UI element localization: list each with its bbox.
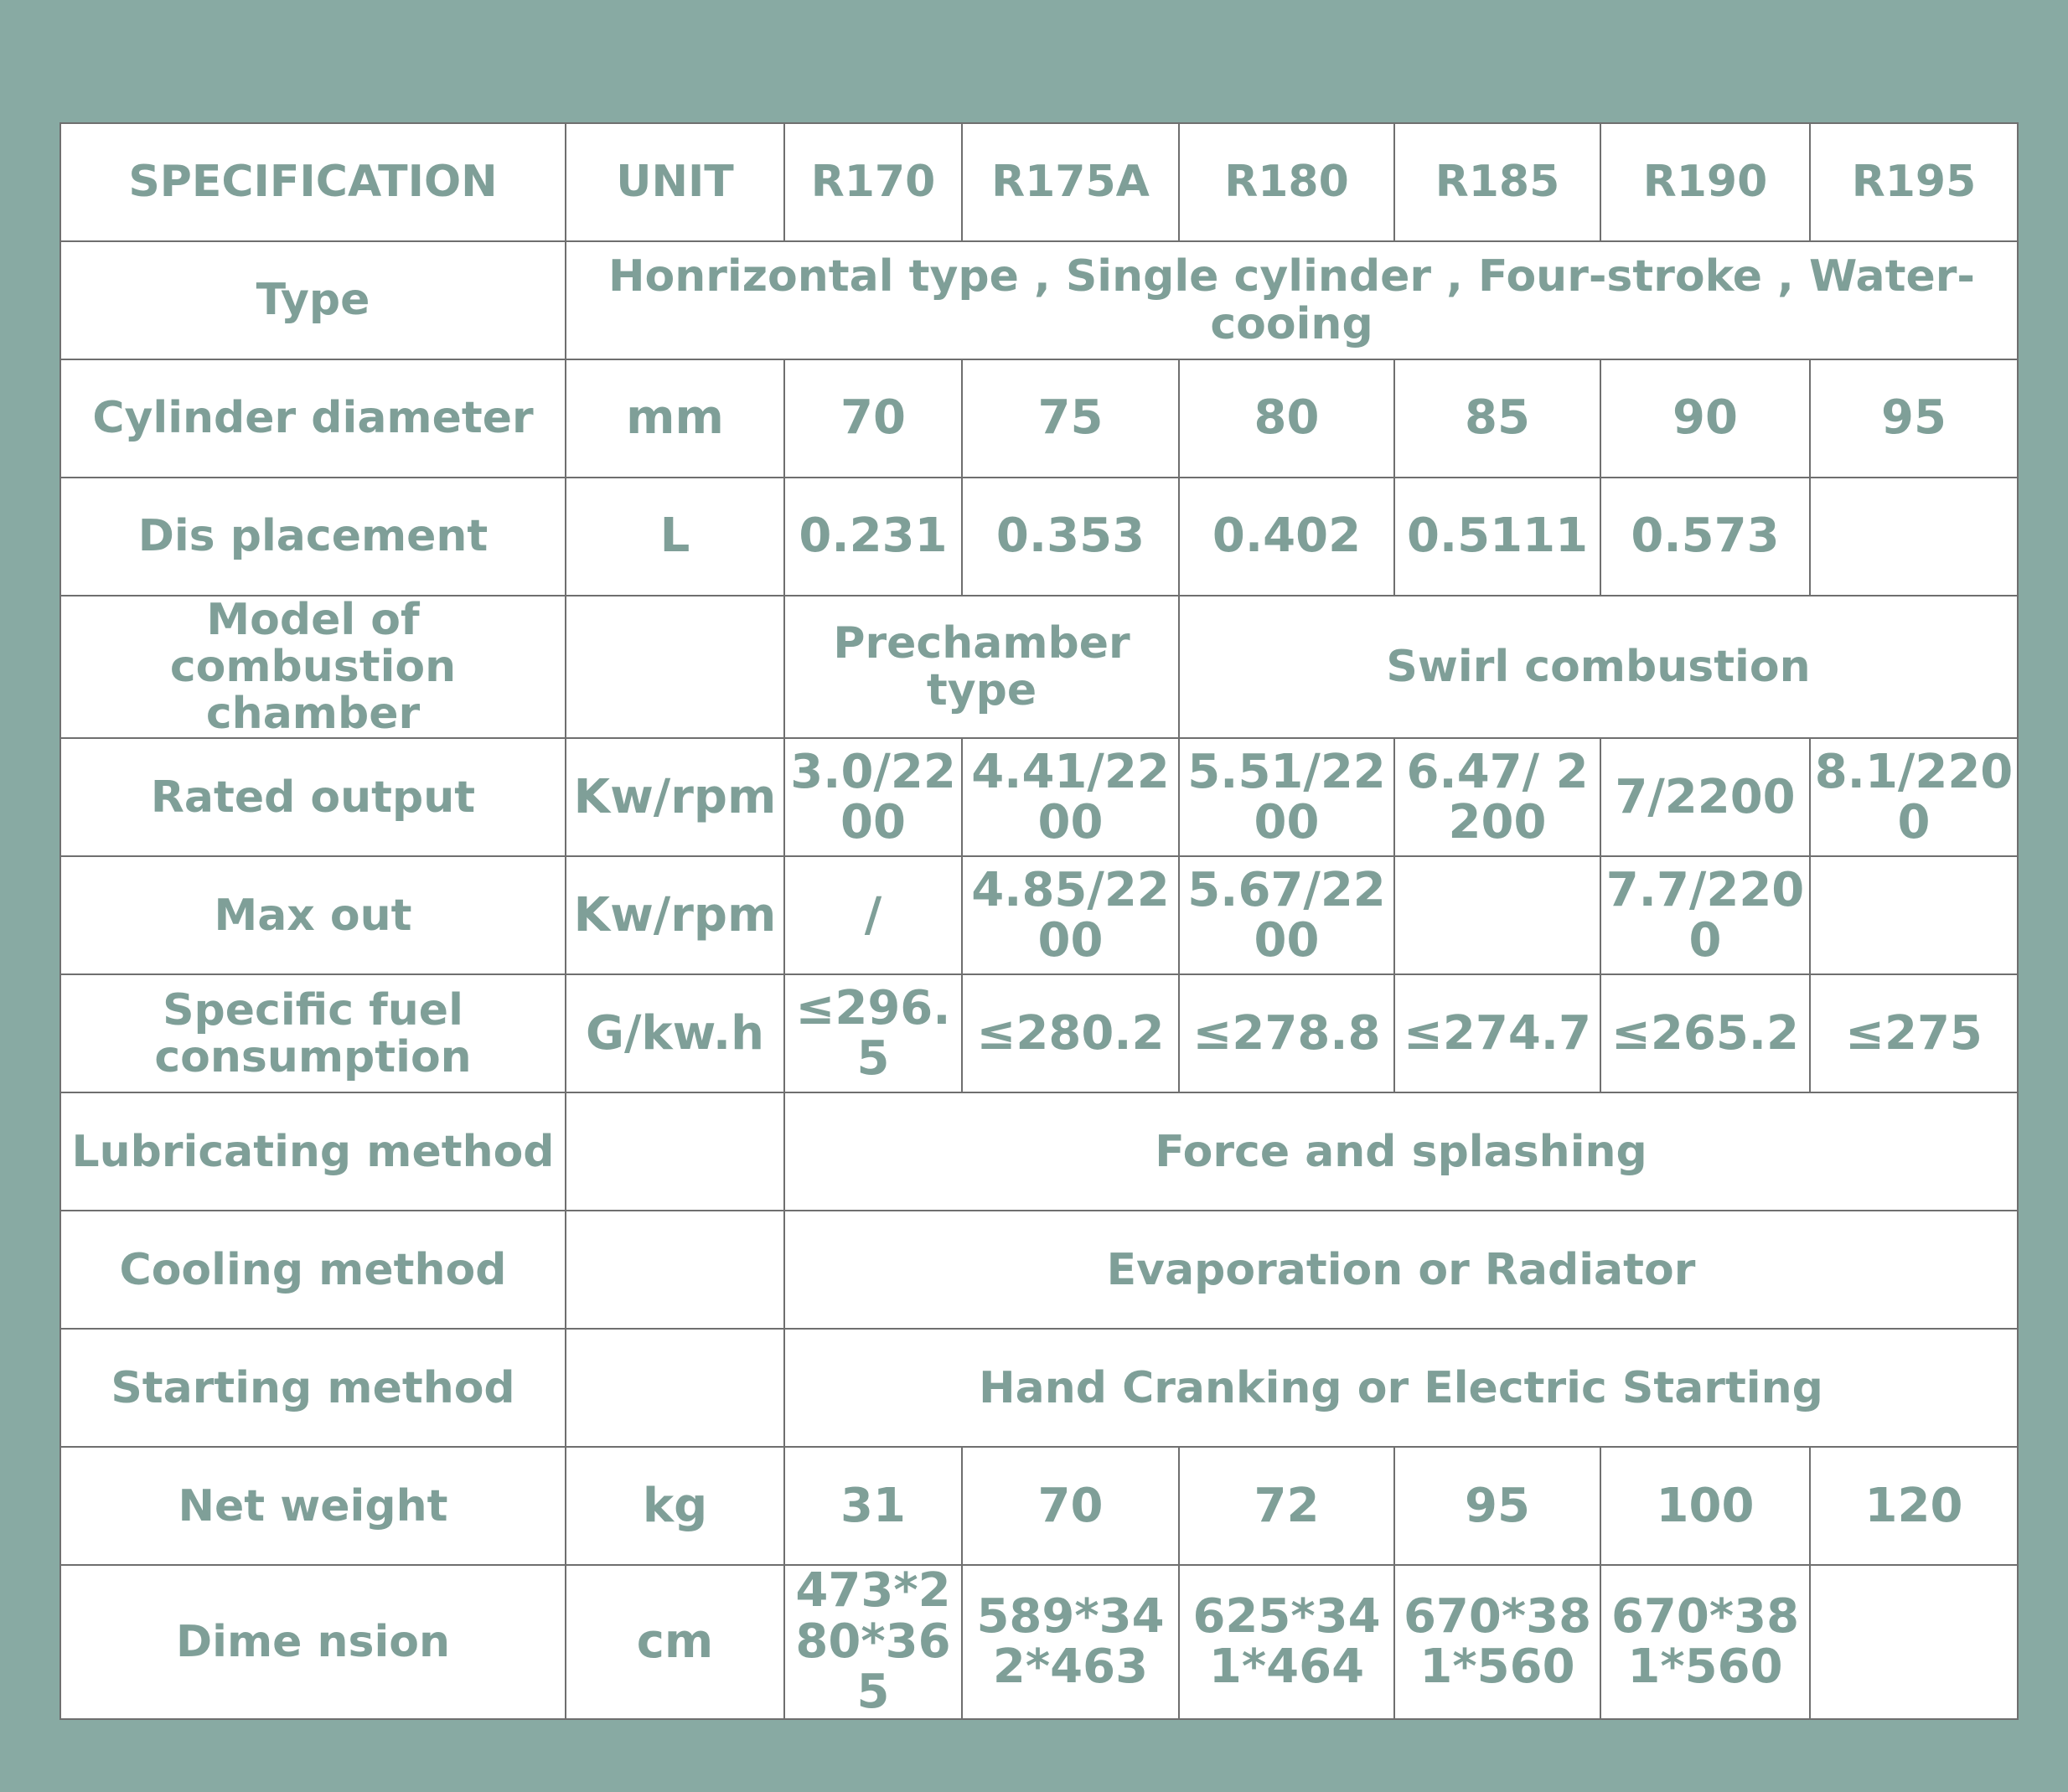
combustion-chamber-unit xyxy=(566,596,784,738)
dimension-r185: 670*381*560 xyxy=(1394,1565,1600,1718)
max-out-unit: Kw/rpm xyxy=(566,856,784,974)
specific-fuel-r195: ≤275 xyxy=(1810,974,2018,1092)
dimension-label: Dime nsion xyxy=(60,1565,566,1718)
specific-fuel-r190: ≤265.2 xyxy=(1600,974,1810,1092)
header-model-r185: R185 xyxy=(1394,123,1600,241)
starting-value: Hand Cranking or Electric Starting xyxy=(784,1329,2018,1447)
cooling-label: Cooling method xyxy=(60,1211,566,1329)
header-model-r180: R180 xyxy=(1179,123,1394,241)
cooling-value: Evaporation or Radiator xyxy=(784,1211,2018,1329)
displacement-r170: 0.231 xyxy=(784,478,962,596)
lubricating-unit xyxy=(566,1092,784,1211)
displacement-label: Dis placement xyxy=(60,478,566,596)
dimension-r190: 670*381*560 xyxy=(1600,1565,1810,1718)
lubricating-label: Lubricating method xyxy=(60,1092,566,1211)
cylinder-diameter-label: Cylinder diameter xyxy=(60,359,566,478)
displacement-r185: 0.5111 xyxy=(1394,478,1600,596)
rated-output-r185: 6.47/ 2200 xyxy=(1394,738,1600,856)
specific-fuel-row xyxy=(60,974,2018,1092)
net-weight-r180: 72 xyxy=(1179,1447,1394,1565)
header-model-r170: R170 xyxy=(784,123,962,241)
max-out-row xyxy=(60,856,2018,974)
dimension-r175a: 589*342*463 xyxy=(962,1565,1179,1718)
header-model-r190: R190 xyxy=(1600,123,1810,241)
prechamber-type-value: Prechamber type xyxy=(784,596,1179,738)
max-out-r170: / xyxy=(784,856,962,974)
rated-output-r195: 8.1/2200 xyxy=(1810,738,2018,856)
cylinder-diameter-r190: 90 xyxy=(1600,359,1810,478)
net-weight-label: Net weight xyxy=(60,1447,566,1565)
dimension-unit: cm xyxy=(566,1565,784,1718)
max-out-r195 xyxy=(1810,856,2018,974)
type-label: Type xyxy=(60,241,566,359)
starting-unit xyxy=(566,1329,784,1447)
max-out-r180: 5.67/2200 xyxy=(1179,856,1394,974)
net-weight-unit: kg xyxy=(566,1447,784,1565)
specific-fuel-r175a: ≤280.2 xyxy=(962,974,1179,1092)
cylinder-diameter-r170: 70 xyxy=(784,359,962,478)
specific-fuel-label: Specific fuel consumption xyxy=(60,974,566,1092)
header-model-r175a: R175A xyxy=(962,123,1179,241)
header-unit: UNIT xyxy=(566,123,784,241)
max-out-r185 xyxy=(1394,856,1600,974)
max-out-r190: 7.7/2200 xyxy=(1600,856,1810,974)
dimension-row xyxy=(60,1565,2018,1718)
specific-fuel-unit: G/kw.h xyxy=(566,974,784,1092)
combustion-chamber-label: Model of combustion chamber xyxy=(60,596,566,738)
cylinder-diameter-row xyxy=(60,359,2018,478)
type-row xyxy=(60,241,2018,359)
displacement-r175a: 0.353 xyxy=(962,478,1179,596)
displacement-r195 xyxy=(1810,478,2018,596)
max-out-label: Max out xyxy=(60,856,566,974)
specific-fuel-r170: ≤296.5 xyxy=(784,974,962,1092)
swirl-combustion-value: Swirl combustion xyxy=(1179,596,2018,738)
displacement-unit: L xyxy=(566,478,784,596)
lubricating-row xyxy=(60,1092,2018,1211)
dimension-r170: 473*280*365 xyxy=(784,1565,962,1718)
cylinder-diameter-r180: 80 xyxy=(1179,359,1394,478)
specification-table xyxy=(59,122,2019,1720)
displacement-r180: 0.402 xyxy=(1179,478,1394,596)
header-row xyxy=(60,123,2018,241)
rated-output-r170: 3.0/2200 xyxy=(784,738,962,856)
type-value: Honrizontal type , Single cylinder , Four-stroke , Water-cooing xyxy=(566,241,2018,359)
combustion-chamber-row xyxy=(60,596,2018,738)
header-model-r195: R195 xyxy=(1810,123,2018,241)
rated-output-r180: 5.51/2200 xyxy=(1179,738,1394,856)
cooling-unit xyxy=(566,1211,784,1329)
dimension-r195 xyxy=(1810,1565,2018,1718)
net-weight-row xyxy=(60,1447,2018,1565)
rated-output-row xyxy=(60,738,2018,856)
rated-output-unit: Kw/rpm xyxy=(566,738,784,856)
specific-fuel-r185: ≤274.7 xyxy=(1394,974,1600,1092)
rated-output-label: Rated output xyxy=(60,738,566,856)
header-specification: SPECIFICATION xyxy=(60,123,566,241)
starting-label: Starting method xyxy=(60,1329,566,1447)
cooling-row xyxy=(60,1211,2018,1329)
starting-row xyxy=(60,1329,2018,1447)
rated-output-r175a: 4.41/2200 xyxy=(962,738,1179,856)
net-weight-r185: 95 xyxy=(1394,1447,1600,1565)
displacement-r190: 0.573 xyxy=(1600,478,1810,596)
net-weight-r175a: 70 xyxy=(962,1447,1179,1565)
cylinder-diameter-r175a: 75 xyxy=(962,359,1179,478)
net-weight-r195: 120 xyxy=(1810,1447,2018,1565)
cylinder-diameter-unit: mm xyxy=(566,359,784,478)
lubricating-value: Force and splashing xyxy=(784,1092,2018,1211)
rated-output-r190: 7/2200 xyxy=(1600,738,1810,856)
displacement-row xyxy=(60,478,2018,596)
cylinder-diameter-r195: 95 xyxy=(1810,359,2018,478)
dimension-r180: 625*341*464 xyxy=(1179,1565,1394,1718)
cylinder-diameter-r185: 85 xyxy=(1394,359,1600,478)
specific-fuel-r180: ≤278.8 xyxy=(1179,974,1394,1092)
net-weight-r190: 100 xyxy=(1600,1447,1810,1565)
net-weight-r170: 31 xyxy=(784,1447,962,1565)
max-out-r175a: 4.85/2200 xyxy=(962,856,1179,974)
